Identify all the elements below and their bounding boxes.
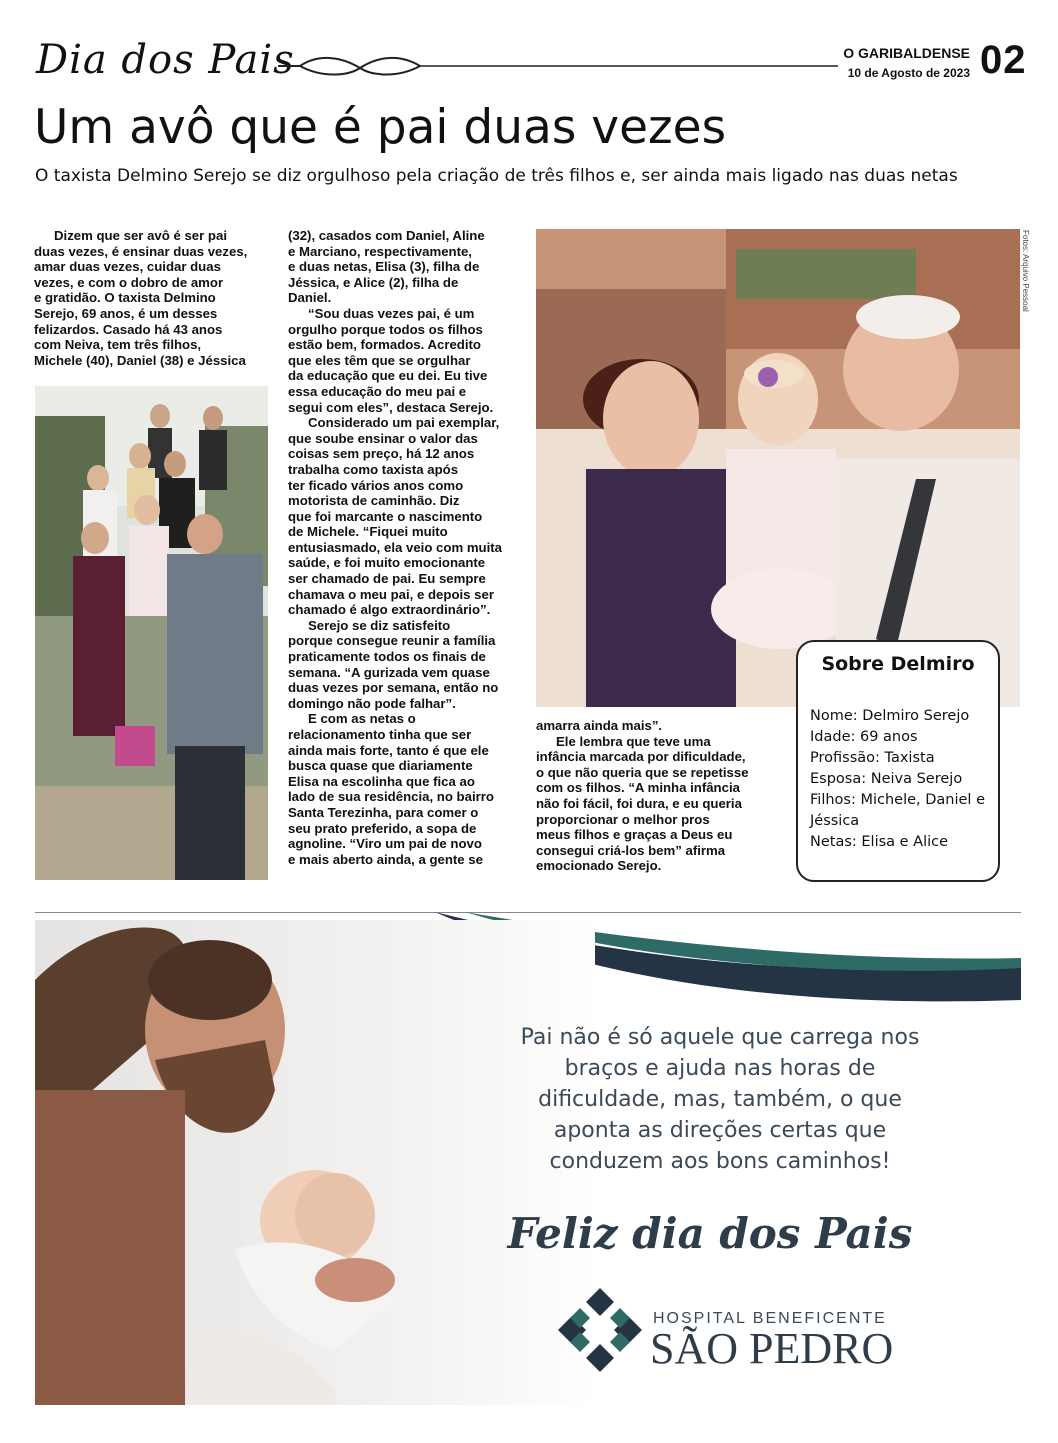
text-line: lado de sua residência, no bairro [288, 789, 494, 805]
mustache-icon [278, 52, 838, 82]
text-line: Michele (40), Daniel (38) e Jéssica [34, 352, 246, 368]
text-line: com Neiva, tem três filhos, [34, 337, 202, 353]
quote-line: dificuldade, mas, também, o que [538, 1087, 902, 1112]
text-line: Ele lembra que teve uma [556, 733, 711, 749]
text-line: Jéssica, e Alice (2), filha de [288, 274, 459, 290]
text-line: trabalha como taxista após [288, 461, 459, 477]
text-line: Elisa na escolinha que fica ao [288, 773, 475, 789]
text-line: domingo não pode falhar”. [288, 695, 456, 711]
issue-date: 10 de Agosto de 2023 [847, 66, 970, 80]
hospital-name-line2: SÃO PEDRO [650, 1324, 894, 1373]
quote-line: aponta as direções certas que [553, 1118, 887, 1143]
text-line: ser chamado de pai. Eu sempre [288, 571, 486, 587]
text-line: ainda mais forte, tanto é que ele [288, 742, 489, 758]
text-line: (32), casados com Daniel, Aline [288, 228, 485, 243]
text-line: porque consegue reunir a família [288, 633, 496, 649]
text-line: que foi marcante o nascimento [288, 508, 483, 524]
sobre-delmiro-box [796, 640, 1000, 882]
sidebar-item: Idade: 69 anos [810, 729, 918, 745]
text-line: felizardos. Casado há 43 anos [34, 321, 223, 337]
quote-line: Pai não é só aquele que carrega nos [520, 1025, 920, 1050]
text-line: proporcionar o melhor pros [536, 811, 710, 827]
text-line: Serejo se diz satisfeito [308, 617, 451, 633]
newspaper-name: O GARIBALDENSE [843, 45, 970, 61]
text-line: emocionado Serejo. [536, 858, 662, 874]
text-line: Santa Terezinha, para comer o [288, 804, 479, 820]
hospital-name-line1: HOSPITAL BENEFICENTE [653, 1310, 887, 1327]
text-line: e gratidão. O taxista Delmino [34, 290, 216, 306]
photo-credit: Fotos: Arquivo Pessoal [1021, 230, 1030, 312]
text-line: Dizem que ser avô é ser pai [54, 228, 227, 243]
text-line: saúde, e foi muito emocionante [288, 555, 486, 571]
text-line: agnoline. “Viro um pai de novo [288, 836, 482, 852]
article-column-1 [34, 228, 274, 368]
text-line: motorista de caminhão. Diz [288, 493, 460, 509]
text-line: meus filhos e graças a Deus eu [536, 827, 733, 843]
text-line: consegui criá-los bem” afirma [536, 842, 726, 858]
hospital-logo-icon [556, 1286, 644, 1374]
text-line: amar duas vezes, cuidar duas [34, 259, 221, 275]
text-line: e duas netas, Elisa (3), filha de [288, 259, 480, 275]
text-line: Considerado um pai exemplar, [308, 415, 500, 431]
text-line: Serejo, 69 anos, é um desses [34, 305, 218, 321]
text-line: essa educação do meu pai e [288, 383, 467, 399]
text-line: E com as netas o [308, 711, 416, 727]
text-line: com os filhos. “A minha infância [536, 780, 740, 796]
ad-quote [470, 1022, 970, 1177]
text-line: duas vezes por semana, então no [288, 680, 499, 696]
sidebar-item: Filhos: Michele, Daniel e [810, 792, 985, 808]
article-column-3 [536, 718, 776, 874]
text-line: e Marciano, respectivamente, [288, 243, 472, 259]
text-line: o que não queria que se repetisse [536, 764, 749, 780]
sidebar-title: Sobre Delmiro [821, 653, 975, 675]
text-line: “Sou duas vezes pai, é um [308, 305, 475, 321]
text-line: duas vezes, é ensinar duas vezes, [34, 243, 248, 259]
text-line: da educação que eu dei. Eu tive [288, 368, 488, 384]
text-line: ter ficado vários anos como [288, 477, 464, 493]
text-line: amarra ainda mais”. [536, 718, 663, 733]
text-line: vezes, e com o dobro de amor [34, 274, 224, 290]
text-line: entusiasmado, ela veio com muita [288, 539, 503, 555]
article-column-2 [288, 228, 522, 867]
page-number: 02 [980, 38, 1027, 82]
text-line: Daniel. [288, 290, 332, 306]
text-line: orgulho porque todos os filhos [288, 321, 483, 337]
text-line: e mais aberto ainda, a gente se [288, 851, 483, 867]
section-title: Dia dos Pais [36, 37, 295, 83]
text-line: de Michele. “Fiquei muito [288, 524, 448, 540]
text-line: que soube ensinar o valor das [288, 430, 478, 446]
sidebar-item: Netas: Elisa e Alice [810, 834, 949, 850]
quote-line: braços e ajuda nas horas de [564, 1056, 876, 1081]
text-line: infância marcada por dificuldade, [536, 749, 746, 765]
quote-line: conduzem aos bons caminhos! [549, 1149, 891, 1174]
sidebar-item: Nome: Delmiro Serejo [810, 708, 970, 724]
sidebar-item: Profissão: Taxista [810, 750, 935, 766]
sidebar-item: Jéssica [810, 813, 860, 829]
grandparents-photo [536, 229, 1020, 707]
family-photo [35, 386, 268, 880]
subheadline: O taxista Delmino Serejo se diz orgulhoso pela criação de três filhos e, ser ainda mais ligado nas duas netas [35, 166, 958, 186]
text-line: relacionamento tinha que ser [288, 727, 472, 742]
text-line: segui com eles”, destaca Serejo. [288, 399, 494, 415]
greeting-text: Feliz dia dos Pais [507, 1209, 913, 1258]
text-line: praticamente todos os finais de [288, 649, 486, 665]
text-line: estão bem, formados. Acredito [288, 337, 481, 353]
sidebar-item: Esposa: Neiva Serejo [810, 771, 963, 787]
text-line: seu prato preferido, a sopa de [288, 820, 477, 836]
text-line: que eles têm que se orgulhar [288, 352, 471, 368]
text-line: chamado é algo extraordinário”. [288, 602, 491, 618]
text-line: não foi fácil, foi dura, e eu queria [536, 795, 742, 811]
headline: Um avô que é pai duas vezes [34, 100, 727, 155]
text-line: coisas sem preço, há 12 anos [288, 446, 475, 462]
text-line: semana. “A gurizada vem quase [288, 664, 490, 680]
text-line: chamava o meu pai, e depois ser [288, 586, 494, 602]
text-line: busca quase que diariamente [288, 758, 473, 774]
